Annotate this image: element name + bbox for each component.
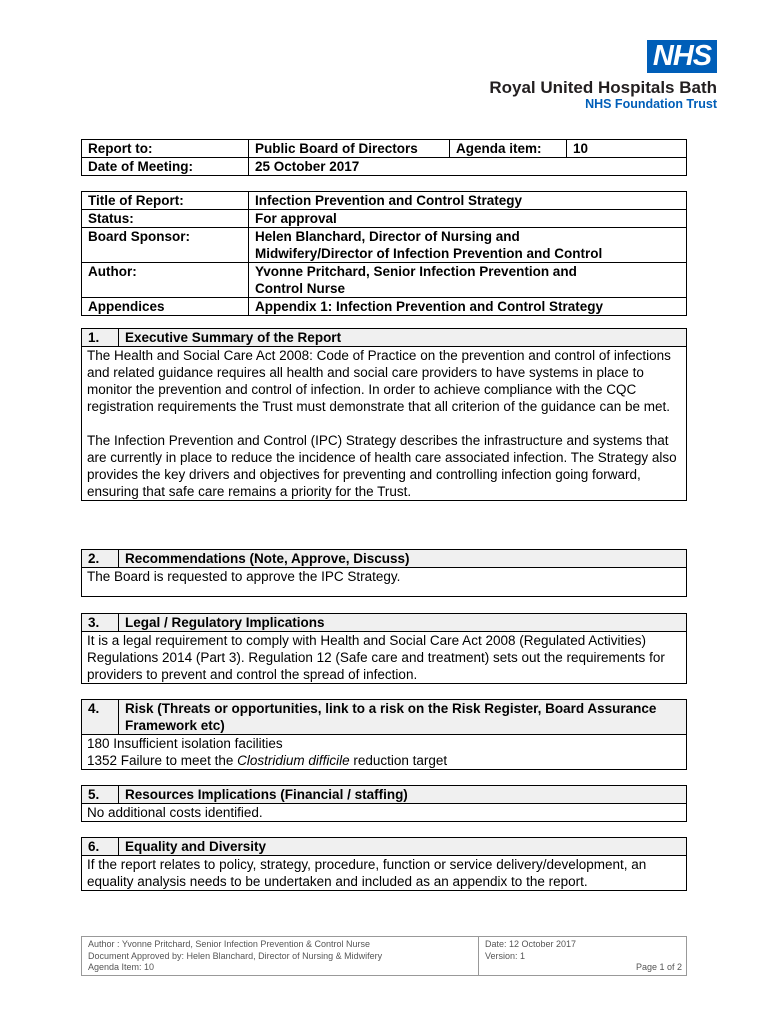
risk-line: 180 Insufficient isolation facilities [87, 736, 283, 751]
species-name: Clostridium difficile [237, 753, 350, 768]
author-label: Author: [82, 263, 249, 298]
section-paragraph: If the report relates to policy, strategy, procedure, function or service delivery/development, an equality analysis needs to be undertaken and included as an appendix to the report. [87, 857, 647, 889]
appendices-value: Appendix 1: Infection Prevention and Control Strategy [249, 298, 687, 316]
board-sponsor-value [249, 228, 687, 263]
section-number: 2. [82, 550, 119, 567]
section-legal-implications [81, 613, 687, 684]
appendices-label: Appendices [82, 298, 249, 316]
author-line-1: Yvonne Pritchard, Senior Infection Prevention and [255, 264, 577, 279]
footer-author: Author : Yvonne Pritchard, Senior Infection Prevention & Control Nurse [88, 939, 370, 949]
page-number: Page 1 of 2 [635, 962, 682, 972]
risk-line: 1352 Failure to meet the Clostridium difficile reduction target [87, 753, 448, 768]
section-title: Executive Summary of the Report [125, 330, 342, 345]
author-value [249, 263, 687, 298]
footer-version: Version: 1 [485, 950, 526, 961]
section-resources [81, 785, 687, 822]
section-title: Legal / Regulatory Implications [125, 615, 325, 630]
section-paragraph: No additional costs identified. [87, 805, 263, 820]
section-number: 3. [82, 614, 119, 631]
report-details-table [81, 191, 687, 316]
footer-agenda-item: Agenda Item: 10 [88, 962, 155, 972]
title-value: Infection Prevention and Control Strategy [249, 192, 687, 210]
report-to-value: Public Board of Directors [249, 140, 450, 158]
footer-date: Date: 12 October 2017 [485, 939, 577, 949]
section-title: Equality and Diversity [125, 839, 267, 854]
board-sponsor-line-1: Helen Blanchard, Director of Nursing and [255, 229, 520, 244]
agenda-item-value: 10 [567, 140, 687, 158]
date-of-meeting-label: Date of Meeting: [82, 158, 249, 176]
section-number: 1. [82, 329, 119, 346]
section-risk [81, 699, 687, 770]
section-recommendations [81, 549, 687, 597]
report-to-label: Report to: [82, 140, 249, 158]
section-number: 6. [82, 838, 119, 855]
section-paragraph: The Infection Prevention and Control (IPC) Strategy describes the infrastructure and systems that are currently in place to reduce the incidence of health care associated infection. The Strategy also provides the key drivers and objectives for preventing and controlling infection going forward, ensuring that safe care remains a priority for the Trust. [87, 433, 677, 499]
board-sponsor-line-2: Midwifery/Director of Infection Prevention and Control [255, 246, 603, 261]
organisation-subtitle: NHS Foundation Trust [585, 97, 717, 111]
section-title: Risk (Threats or opportunities, link to a risk on the Risk Register, Board Assurance Framework etc) [125, 701, 657, 733]
section-executive-summary [81, 328, 687, 501]
author-line-2: Control Nurse [255, 281, 346, 296]
board-sponsor-label: Board Sponsor: [82, 228, 249, 263]
section-title: Resources Implications (Financial / staffing) [125, 787, 408, 802]
section-equality-diversity [81, 837, 687, 891]
status-value: For approval [249, 210, 687, 228]
title-label: Title of Report: [82, 192, 249, 210]
section-number: 5. [82, 786, 119, 803]
date-of-meeting-value: 25 October 2017 [249, 158, 687, 176]
section-title: Recommendations (Note, Approve, Discuss) [125, 551, 410, 566]
organisation-name: Royal United Hospitals Bath [489, 78, 717, 97]
section-paragraph: The Board is requested to approve the IPC Strategy. [87, 569, 401, 584]
meeting-meta-table [81, 139, 687, 176]
section-number: 4. [82, 700, 119, 734]
section-paragraph: It is a legal requirement to comply with Health and Social Care Act 2008 (Regulated Activities) Regulations 2014 (Part 3). Regulation 12 (Safe care and treatment) sets out the requirements for providers to prevent and control the spread of infection. [87, 633, 665, 682]
nhs-logo: NHS [647, 40, 717, 73]
footer-approved-by: Document Approved by: Helen Blanchard, Director of Nursing & Midwifery [88, 950, 383, 961]
section-paragraph: The Health and Social Care Act 2008: Code of Practice on the prevention and control of infections and related guidance requires all health and social care providers to have systems in place to monitor the prevention and control of infection. In order to achieve compliance with the CQC registration requirements the Trust must demonstrate that all criterion of the guidance can be met. [87, 348, 671, 414]
status-label: Status: [82, 210, 249, 228]
agenda-item-label: Agenda item: [450, 140, 567, 158]
page-footer [81, 936, 687, 976]
